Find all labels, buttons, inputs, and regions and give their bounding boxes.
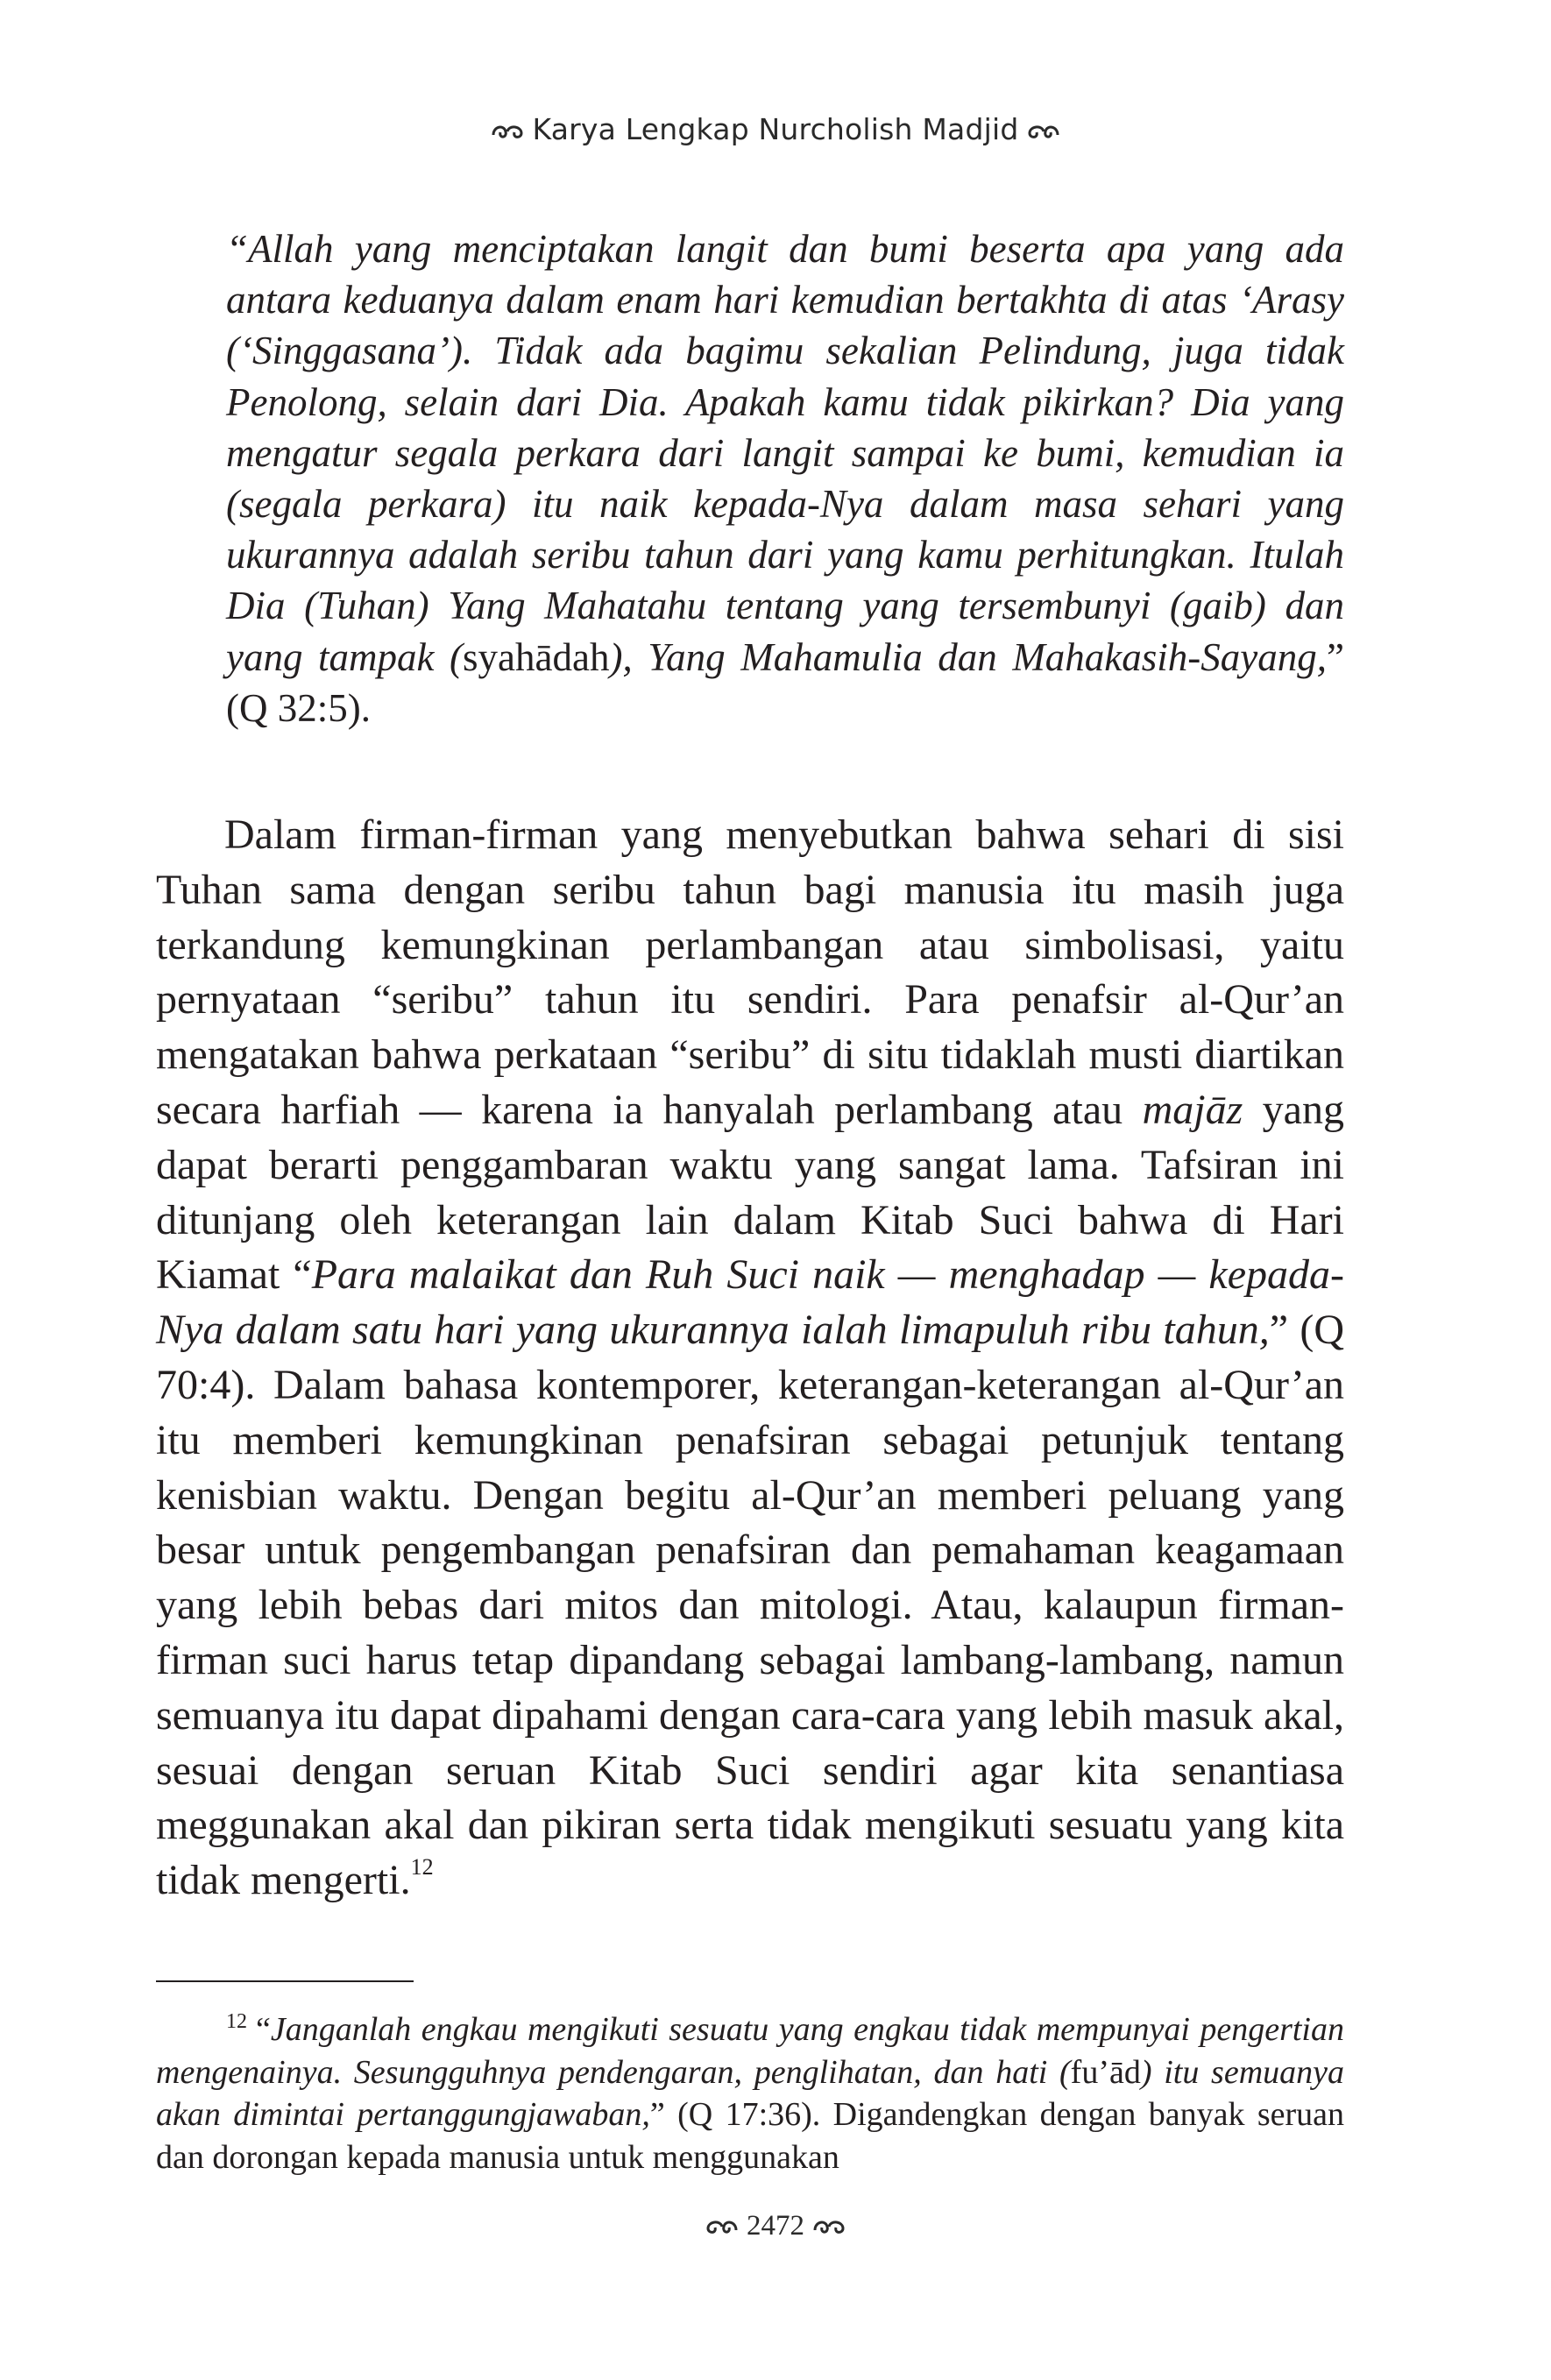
paragraph-part-1: Dalam firman-firman yang menyebutkan bahwa sehari di sisi Tuhan sama dengan seribu tahun bagi manusia itu masih juga terkandung kemungkinan perlambangan atau simbolisasi, yaitu pernyataan “seribu” tahun itu sendiri. Para penafsir al-Qur’an mengatakan bahwa perkataan “seribu” di situ tidaklah musti diartikan secara harfiah — karena ia hanyalah perlambang atau <box>156 811 1344 1133</box>
footnote <box>156 2008 1344 2178</box>
footnote-text <box>156 2008 1344 2178</box>
quote-citation: ” (Q 32:5). <box>226 634 1344 730</box>
quote-text: “Allah yang menciptakan langit dan bumi beserta apa yang ada antara keduanya dalam enam hari kemudian bertakhta di atas ‘Arasy (‘Singgasana’). Tidak ada bagimu sekalian Pelindung, juga tidak Penolong, selain dari Dia. Apakah kamu tidak pikirkan? Dia yang mengatur segala perkara dari langit sampai ke bumi, kemudian ia (segala perkara) itu naik kepada-Nya dalam masa sehari yang ukurannya adalah seribu tahun dari yang kamu perhitungkan. Itulah Dia (Tuhan) Yang Mahatahu tentang yang tersembunyi (gaib) dan yang tampak ( <box>226 227 1344 679</box>
footnote-quote-a: Janganlah engkau mengikuti sesuatu yang engkau tidak mempunyai pengertian mengenainya. Sesungguhnya pendengaran, penglihatan, dan hati ( <box>156 2011 1344 2091</box>
paragraph <box>156 808 1344 1909</box>
footnote-divider <box>156 1980 414 1982</box>
paragraph-part-3: ” (Q 70:4). Dalam bahasa kontemporer, keterangan-keterangan al-Qur’an itu memberi kemungkinan penafsiran sebagai petunjuk tentang kenisbian waktu. Dengan begitu al-Qur’an memberi peluang yang besar untuk pengembangan penafsiran dan pemahaman keagamaan yang lebih bebas dari mitos dan mitologi. Atau, kalaupun firman-firman suci harus tetap dipandang sebagai lambang-lambang, namun semuanya itu dapat dipahami dengan cara-cara yang lebih masuk akal, sesuai dengan seruan Kitab Suci sendiri agar kita senantiasa meggunakan akal dan pikiran serta tidak mengikuti sesuatu yang kita tidak mengerti. <box>156 1307 1345 1904</box>
quote-term: syahādah <box>463 634 610 679</box>
paragraph-term: majāz <box>1142 1086 1243 1133</box>
quote-text-end: ), Yang Mahamulia dan Mahakasih-Sayang, <box>609 634 1328 679</box>
footnote-term: fu’ād <box>1070 2053 1141 2091</box>
right-ornament-icon <box>1026 119 1061 142</box>
paragraph-inline-quote: Para malaikat dan Ruh Suci naik — menghadap — kepada-Nya dalam satu hari yang ukurannya ialah limapuluh ribu tahun, <box>156 1251 1345 1354</box>
running-title: Karya Lengkap Nurcholish Madjid <box>532 112 1019 146</box>
footnote-reference[interactable]: 12 <box>410 1854 434 1881</box>
left-ornament-icon <box>705 2214 740 2237</box>
main-text <box>156 808 1344 1909</box>
footnote-rest: ” (Q 17:36). Digandengkan dengan banyak seruan dan dorongan kepada manusia untuk menggunakan <box>156 2096 1344 2176</box>
footnote-number: 12 <box>226 2010 247 2033</box>
left-ornament-icon <box>490 119 525 142</box>
footnote-quote-b: ) itu semuanya akan dimintai pertanggungjawaban, <box>156 2053 1344 2133</box>
running-head <box>0 112 1551 146</box>
paragraph-part-2: yang dapat berarti penggambaran waktu yang sangat lama. Tafsiran ini ditunjang oleh keterangan lain dalam Kitab Suci bahwa di Hari Kiamat “ <box>156 1086 1344 1299</box>
page-footer <box>0 2210 1551 2242</box>
footnote-open-quote: “ <box>256 2011 271 2048</box>
right-ornament-icon <box>811 2214 846 2237</box>
block-quote <box>226 223 1344 733</box>
page-number: 2472 <box>747 2210 804 2242</box>
